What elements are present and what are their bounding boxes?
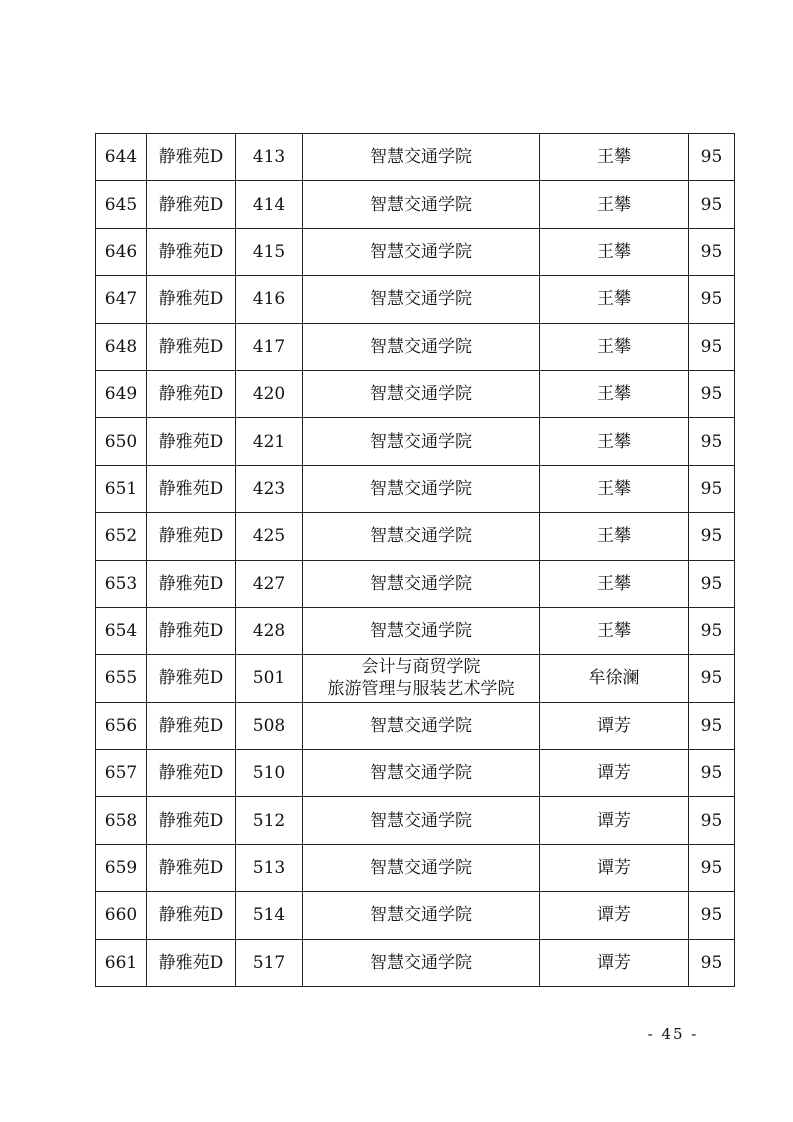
score-cell: 95 (689, 892, 735, 939)
table-row (96, 181, 735, 228)
row-number-cell: 658 (96, 797, 147, 844)
score-cell: 95 (689, 513, 735, 560)
table-row (96, 418, 735, 465)
row-number-cell: 655 (96, 655, 147, 702)
table-row (96, 702, 735, 749)
counselor-cell: 谭芳 (540, 797, 689, 844)
table-row (96, 844, 735, 891)
college-name: 智慧交通学院 (370, 478, 472, 499)
room-cell: 414 (236, 181, 303, 228)
row-number-cell: 650 (96, 418, 147, 465)
counselor-cell: 王攀 (540, 228, 689, 275)
room-cell: 512 (236, 797, 303, 844)
college-name: 智慧交通学院 (370, 526, 472, 547)
college-cell (303, 418, 540, 465)
row-number-cell: 644 (96, 134, 147, 181)
table-row (96, 655, 735, 702)
score-cell: 95 (689, 181, 735, 228)
row-number-cell: 651 (96, 465, 147, 512)
counselor-cell: 谭芳 (540, 750, 689, 797)
building-cell: 静雅苑D (147, 607, 236, 654)
table-row (96, 750, 735, 797)
building-cell: 静雅苑D (147, 939, 236, 986)
college-name: 会计与商贸学院 (361, 657, 481, 678)
score-cell: 95 (689, 560, 735, 607)
table-body (96, 134, 735, 987)
row-number-cell: 657 (96, 750, 147, 797)
table-row (96, 276, 735, 323)
table-row (96, 560, 735, 607)
college-name: 智慧交通学院 (370, 905, 472, 926)
building-cell: 静雅苑D (147, 323, 236, 370)
table-row (96, 465, 735, 512)
college-name: 智慧交通学院 (370, 715, 472, 736)
building-cell: 静雅苑D (147, 655, 236, 702)
table-row (96, 892, 735, 939)
score-cell: 95 (689, 134, 735, 181)
score-cell: 95 (689, 750, 735, 797)
building-cell: 静雅苑D (147, 228, 236, 275)
room-cell: 513 (236, 844, 303, 891)
row-number-cell: 646 (96, 228, 147, 275)
page-number: - 45 - (647, 1025, 699, 1043)
college-cell (303, 276, 540, 323)
room-cell: 510 (236, 750, 303, 797)
counselor-cell: 王攀 (540, 370, 689, 417)
room-cell: 514 (236, 892, 303, 939)
counselor-cell: 牟徐澜 (540, 655, 689, 702)
room-cell: 421 (236, 418, 303, 465)
college-name: 智慧交通学院 (370, 384, 472, 405)
table-row (96, 370, 735, 417)
college-cell (303, 134, 540, 181)
college-name: 智慧交通学院 (370, 194, 472, 215)
score-cell: 95 (689, 844, 735, 891)
table-row (96, 134, 735, 181)
college-cell (303, 702, 540, 749)
dormitory-score-table (95, 133, 735, 987)
counselor-cell: 王攀 (540, 418, 689, 465)
college-cell (303, 228, 540, 275)
college-name: 智慧交通学院 (370, 763, 472, 784)
college-cell (303, 750, 540, 797)
counselor-cell: 王攀 (540, 465, 689, 512)
counselor-cell: 王攀 (540, 560, 689, 607)
score-cell: 95 (689, 465, 735, 512)
room-cell: 425 (236, 513, 303, 560)
room-cell: 517 (236, 939, 303, 986)
score-cell: 95 (689, 797, 735, 844)
college-cell (303, 560, 540, 607)
score-cell: 95 (689, 655, 735, 702)
college-cell (303, 797, 540, 844)
table-row (96, 797, 735, 844)
room-cell: 416 (236, 276, 303, 323)
counselor-cell: 王攀 (540, 607, 689, 654)
counselor-cell: 谭芳 (540, 892, 689, 939)
room-cell: 420 (236, 370, 303, 417)
college-name: 智慧交通学院 (370, 621, 472, 642)
building-cell: 静雅苑D (147, 513, 236, 560)
college-cell (303, 181, 540, 228)
score-cell: 95 (689, 418, 735, 465)
college-name: 智慧交通学院 (370, 289, 472, 310)
room-cell: 427 (236, 560, 303, 607)
counselor-cell: 王攀 (540, 323, 689, 370)
college-name: 智慧交通学院 (370, 858, 472, 879)
building-cell: 静雅苑D (147, 276, 236, 323)
building-cell: 静雅苑D (147, 418, 236, 465)
table-row (96, 228, 735, 275)
college-name: 智慧交通学院 (370, 573, 472, 594)
counselor-cell: 谭芳 (540, 939, 689, 986)
college-name: 智慧交通学院 (370, 147, 472, 168)
college-cell (303, 323, 540, 370)
row-number-cell: 661 (96, 939, 147, 986)
college-cell (303, 939, 540, 986)
college-name: 智慧交通学院 (370, 952, 472, 973)
building-cell: 静雅苑D (147, 370, 236, 417)
building-cell: 静雅苑D (147, 892, 236, 939)
table-row (96, 939, 735, 986)
row-number-cell: 660 (96, 892, 147, 939)
row-number-cell: 652 (96, 513, 147, 560)
score-cell: 95 (689, 323, 735, 370)
building-cell: 静雅苑D (147, 844, 236, 891)
room-cell: 508 (236, 702, 303, 749)
score-cell: 95 (689, 276, 735, 323)
table-row (96, 607, 735, 654)
college-cell (303, 892, 540, 939)
row-number-cell: 654 (96, 607, 147, 654)
building-cell: 静雅苑D (147, 702, 236, 749)
counselor-cell: 王攀 (540, 134, 689, 181)
row-number-cell: 659 (96, 844, 147, 891)
room-cell: 423 (236, 465, 303, 512)
college-name: 智慧交通学院 (370, 241, 472, 262)
score-cell: 95 (689, 702, 735, 749)
row-number-cell: 649 (96, 370, 147, 417)
counselor-cell: 谭芳 (540, 844, 689, 891)
room-cell: 413 (236, 134, 303, 181)
college-name: 智慧交通学院 (370, 336, 472, 357)
building-cell: 静雅苑D (147, 560, 236, 607)
college-cell (303, 844, 540, 891)
college-cell (303, 465, 540, 512)
counselor-cell: 王攀 (540, 513, 689, 560)
building-cell: 静雅苑D (147, 797, 236, 844)
counselor-cell: 王攀 (540, 276, 689, 323)
counselor-cell: 王攀 (540, 181, 689, 228)
building-cell: 静雅苑D (147, 181, 236, 228)
room-cell: 501 (236, 655, 303, 702)
counselor-cell: 谭芳 (540, 702, 689, 749)
score-cell: 95 (689, 228, 735, 275)
college-cell (303, 513, 540, 560)
row-number-cell: 648 (96, 323, 147, 370)
score-cell: 95 (689, 370, 735, 417)
table-row (96, 513, 735, 560)
row-number-cell: 656 (96, 702, 147, 749)
college-name: 智慧交通学院 (370, 810, 472, 831)
room-cell: 428 (236, 607, 303, 654)
table-row (96, 323, 735, 370)
college-cell (303, 370, 540, 417)
building-cell: 静雅苑D (147, 750, 236, 797)
row-number-cell: 647 (96, 276, 147, 323)
score-cell: 95 (689, 607, 735, 654)
room-cell: 417 (236, 323, 303, 370)
college-name: 旅游管理与服装艺术学院 (327, 679, 515, 700)
room-cell: 415 (236, 228, 303, 275)
college-cell (303, 655, 540, 702)
building-cell: 静雅苑D (147, 134, 236, 181)
score-cell: 95 (689, 939, 735, 986)
building-cell: 静雅苑D (147, 465, 236, 512)
college-cell (303, 607, 540, 654)
row-number-cell: 653 (96, 560, 147, 607)
college-name: 智慧交通学院 (370, 431, 472, 452)
row-number-cell: 645 (96, 181, 147, 228)
